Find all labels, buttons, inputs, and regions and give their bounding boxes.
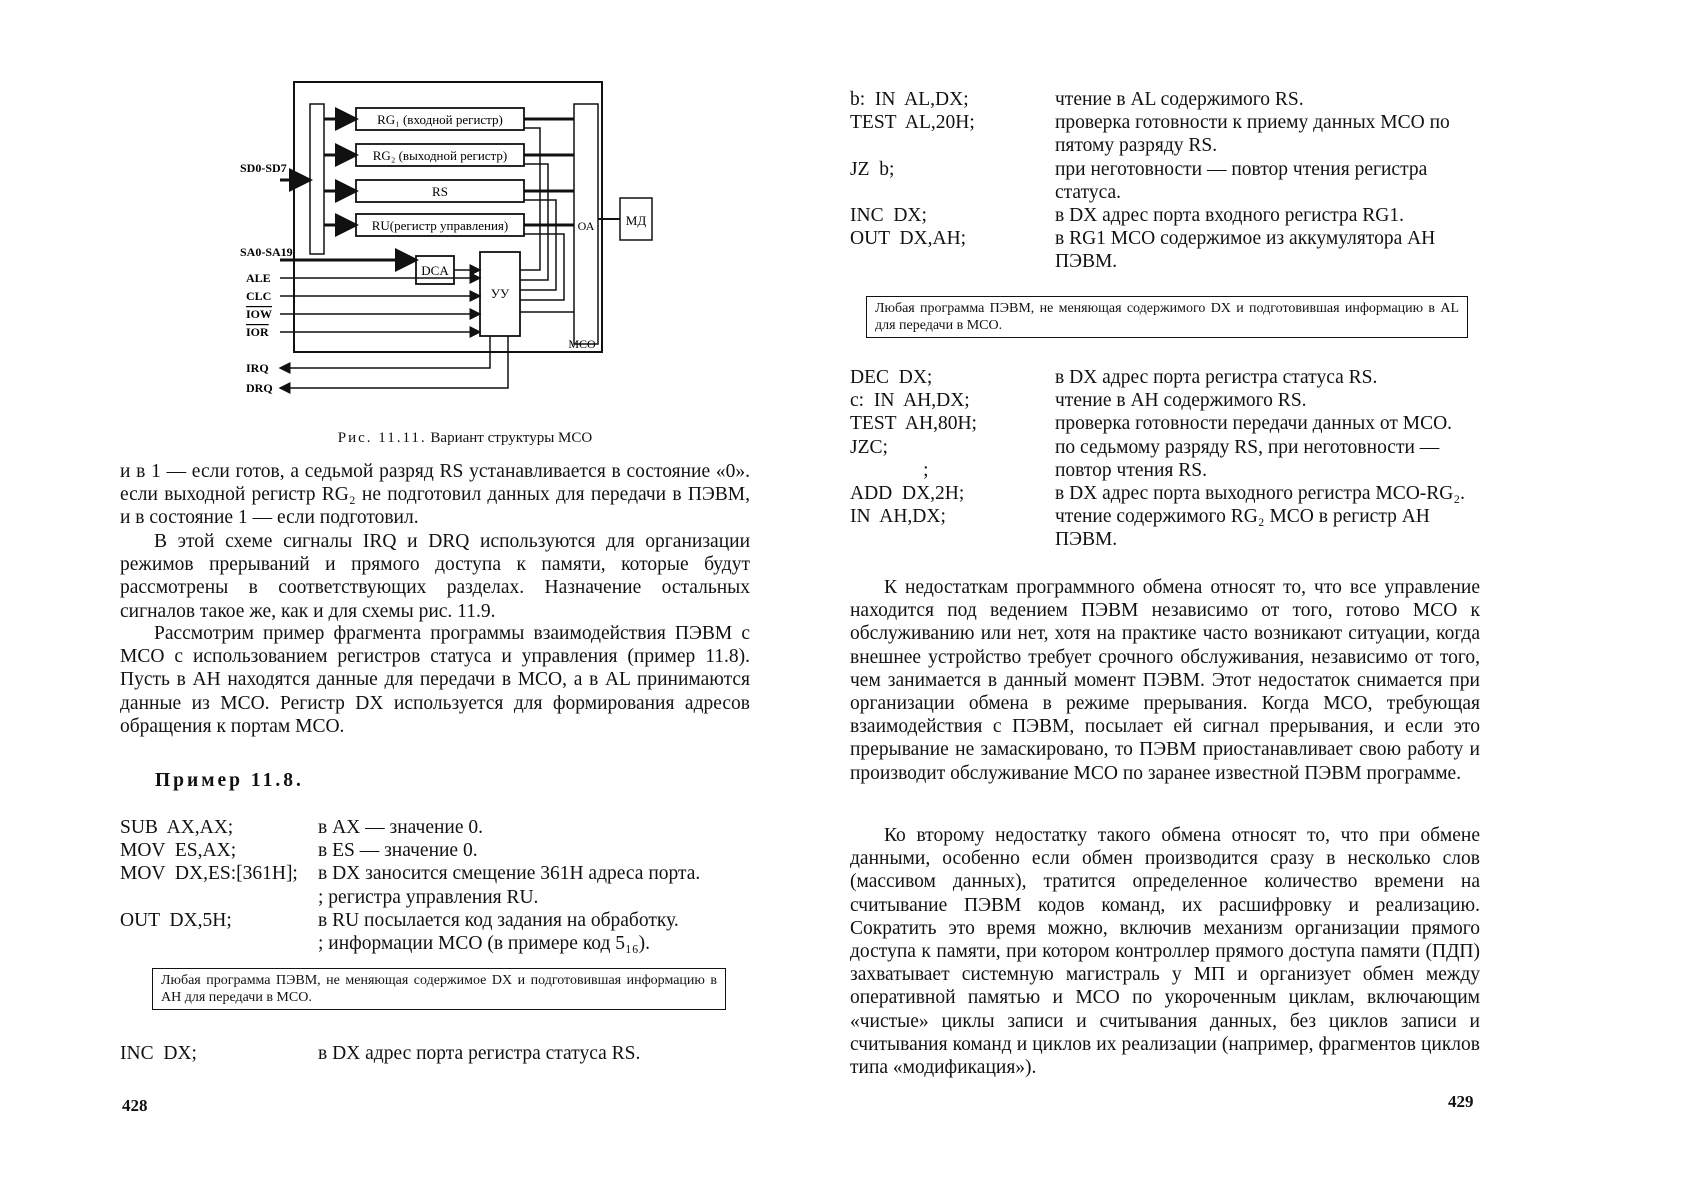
note-box-right: Любая программа ПЭВМ, не меняющая содержимого DX и подготовившая информацию в AL для передачи в МСО. — [866, 296, 1468, 338]
code-command: INC DX; — [850, 205, 927, 227]
code-line — [850, 505, 1490, 551]
code-comment: проверка готовности к приему данных МСО по пятому разряду RS. — [1055, 112, 1450, 157]
code-comment: при неготовности — повтор чтения регистра статуса. — [1055, 158, 1428, 203]
figure-mco-structure — [240, 80, 690, 430]
code-line — [850, 482, 1490, 505]
code-line — [850, 227, 1490, 273]
code-comment: в DX адрес порта выходного регистра МСО-RG₂. — [1055, 483, 1466, 505]
code-line — [850, 436, 1490, 459]
code-command: IN AH,DX; — [850, 506, 946, 528]
paragraph-example-intro: Рассмотрим пример фрагмента программы взаимодействия ПЭВМ с МСО с использованием регистров статуса и управления (пример 11.8). Пусть в АН находятся данные для передачи в МСО, а в AL принимаются данные из МСО. Регистр DX используется для формирования адресов обращения к портам МСО. — [120, 623, 750, 737]
code-command: JZC; — [850, 436, 888, 458]
paragraph-dma: Ко второму недостатку такого обмена относят то, что при обмене данными, особенно если обмен производится сразу в несколько слов (массивом данных), тратится определенное количество времени на считывание ПЭВМ кодов команд, их расшифровку и реализацию. Сократить это время можно, включив механизм организации прямого доступа к памяти, при котором контроллер прямого доступа памяти (ПДП) захватывает системную магистраль у МП и организует обмен между оперативной памятью и МСО по укороченным циклам, включающим «чистые» циклы записи и считывания данных, без циклов записи и считывания команд и циклов их реализации (например, фрагментов циклов типа «модификация»). — [850, 825, 1480, 1079]
code-line — [850, 204, 1490, 227]
code-command: DEC DX; — [850, 367, 933, 388]
iow-label: IOW — [246, 307, 273, 321]
code-block-3 — [850, 88, 1490, 274]
dca-label: DCA — [421, 263, 449, 278]
code-line — [120, 1042, 760, 1065]
paragraph-interrupt: К недостаткам программного обмена относят то, что все управление находится под ведением ПЭВМ независимо от того, готово МСО к обслуживанию или нет, хотя на практике часто возникают ситуации, когда внешнее устройство требует срочного обслуживания, независимо от того, чем занимается в данный момент ПЭВМ. Этот недостаток снимается при организации обмена в режиме прерывания. Когда МСО, требующая взаимодействия с ПЭВМ, посылает ей сигнал прерывания, и если это прерывание не замаскировано, то ПЭВМ приостанавливает свою работу и производит обслуживание МСО по заранее известной ПЭВМ программе. — [850, 577, 1480, 784]
sd-label: SD0-SD7 — [240, 161, 287, 175]
oa-label: ОА — [577, 219, 595, 233]
code-line — [120, 886, 760, 909]
code-line — [850, 111, 1490, 157]
code-comment: ; регистра управления RU. — [318, 886, 539, 908]
code-line — [850, 158, 1490, 204]
internal-bus — [310, 104, 324, 254]
code-command — [120, 886, 318, 909]
mco-label: МСО — [568, 337, 596, 351]
example-heading: Пример 11.8. — [155, 770, 304, 791]
note-box: Любая программа ПЭВМ, не меняющая содержимое DX и подготовившая информацию в АН для передачи в МСО. — [152, 968, 726, 1010]
caption-label: Рис. 11.11. — [337, 430, 427, 446]
code-command: JZ b; — [850, 158, 895, 180]
uu-label: УУ — [490, 286, 510, 301]
caption-text: Вариант структуры МСО — [430, 430, 593, 446]
code-comment: в DX адрес порта регистра статуса RS. — [318, 1043, 641, 1064]
code-comment: по седьмому разряду RS, при неготовности — — [1055, 436, 1440, 458]
ale-label: ALE — [246, 271, 271, 285]
code-line — [850, 459, 1490, 482]
clc-label: CLC — [246, 289, 272, 303]
rg1-label: RG₁ (входной регистр) — [377, 112, 503, 127]
code-line — [850, 366, 1490, 389]
code-line — [120, 862, 760, 885]
page-number-left: 428 — [122, 1096, 148, 1115]
sa-label: SA0-SA19 — [240, 245, 293, 259]
code-comment: в DX заносится смещение 361H адреса порта. — [318, 863, 701, 885]
code-comment: проверка готовности передачи данных от МСО. — [1055, 413, 1453, 435]
mco-diagram — [240, 80, 690, 430]
code-line — [120, 816, 760, 839]
code-line — [850, 88, 1490, 111]
code-comment: чтение содержимого RG₂ МСО в регистр АН ПЭВМ. — [1055, 506, 1430, 551]
code-command: OUT DX,5H; — [120, 909, 232, 931]
code-comment: в RG1 МСО содержимое из аккумулятора АН ПЭВМ. — [1055, 228, 1436, 273]
code-line — [120, 932, 760, 955]
code-command: c: IN AH,DX; — [850, 390, 970, 412]
md-label: МД — [625, 213, 647, 228]
ior-label: IOR — [246, 325, 269, 339]
code-comment: в ES — значение 0. — [318, 840, 478, 862]
code-command: INC DX; — [120, 1043, 197, 1064]
rs-label: RS — [432, 184, 448, 199]
code-line — [850, 389, 1490, 412]
code-command: MOV ES,AX; — [120, 840, 237, 862]
code-line — [120, 839, 760, 862]
paragraph-signals: В этой схеме сигналы IRQ и DRQ используются для организации режимов прерываний и прямого доступа к памяти, которые будут рассмотрены в соответствующих разделах. Назначение остальных сигналов такое же, как и для схемы рис. 11.9. — [120, 531, 750, 622]
code-line — [850, 412, 1490, 435]
code-command: MOV DX,ES:[361H]; — [120, 863, 298, 885]
paragraph-status-bits: и в 1 — если готов, а седьмой разряд RS устанавливается в состояние «0». если выходной регистр RG₂ не подготовил данных для передачи в ПЭВМ, и в состояние 1 — если подготовил. — [120, 461, 750, 529]
code-comment: чтение в АН содержимого RS. — [1055, 390, 1307, 412]
code-command: ADD DX,2H; — [850, 483, 965, 505]
code-command: TEST AH,80H; — [850, 413, 977, 435]
rg2-label: RG₂ (выходной регистр) — [372, 148, 508, 163]
right-page — [842, 0, 1683, 1191]
ru-label: RU(регистр управления) — [371, 218, 509, 233]
code-comment: в RU посылается код задания на обработку. — [318, 909, 679, 931]
code-command — [120, 932, 318, 955]
code-command: OUT DX,AH; — [850, 228, 967, 250]
code-comment: в AX — значение 0. — [318, 817, 483, 838]
code-command: TEST AL,20H; — [850, 112, 975, 134]
page-number-right: 429 — [1448, 1092, 1474, 1111]
code-comment: ; информации МСО (в примере код 5₁₆). — [318, 933, 651, 955]
code-block-2 — [120, 1042, 760, 1065]
code-comment: в DX адрес порта входного регистра RG1. — [1055, 205, 1404, 227]
code-comment: в DX адрес порта регистра статуса RS. — [1055, 367, 1378, 388]
code-block-1 — [120, 816, 760, 955]
code-command: b: IN AL,DX; — [850, 89, 969, 110]
code-command: ; — [850, 459, 929, 481]
code-block-4 — [850, 366, 1490, 552]
irq-label: IRQ — [246, 361, 269, 375]
code-command: SUB AX,AX; — [120, 817, 234, 838]
code-line — [120, 909, 760, 932]
code-comment: чтение в AL содержимого RS. — [1055, 89, 1304, 110]
code-comment: повтор чтения RS. — [1055, 459, 1207, 481]
figure-caption — [240, 430, 690, 447]
drq-label: DRQ — [246, 381, 273, 395]
